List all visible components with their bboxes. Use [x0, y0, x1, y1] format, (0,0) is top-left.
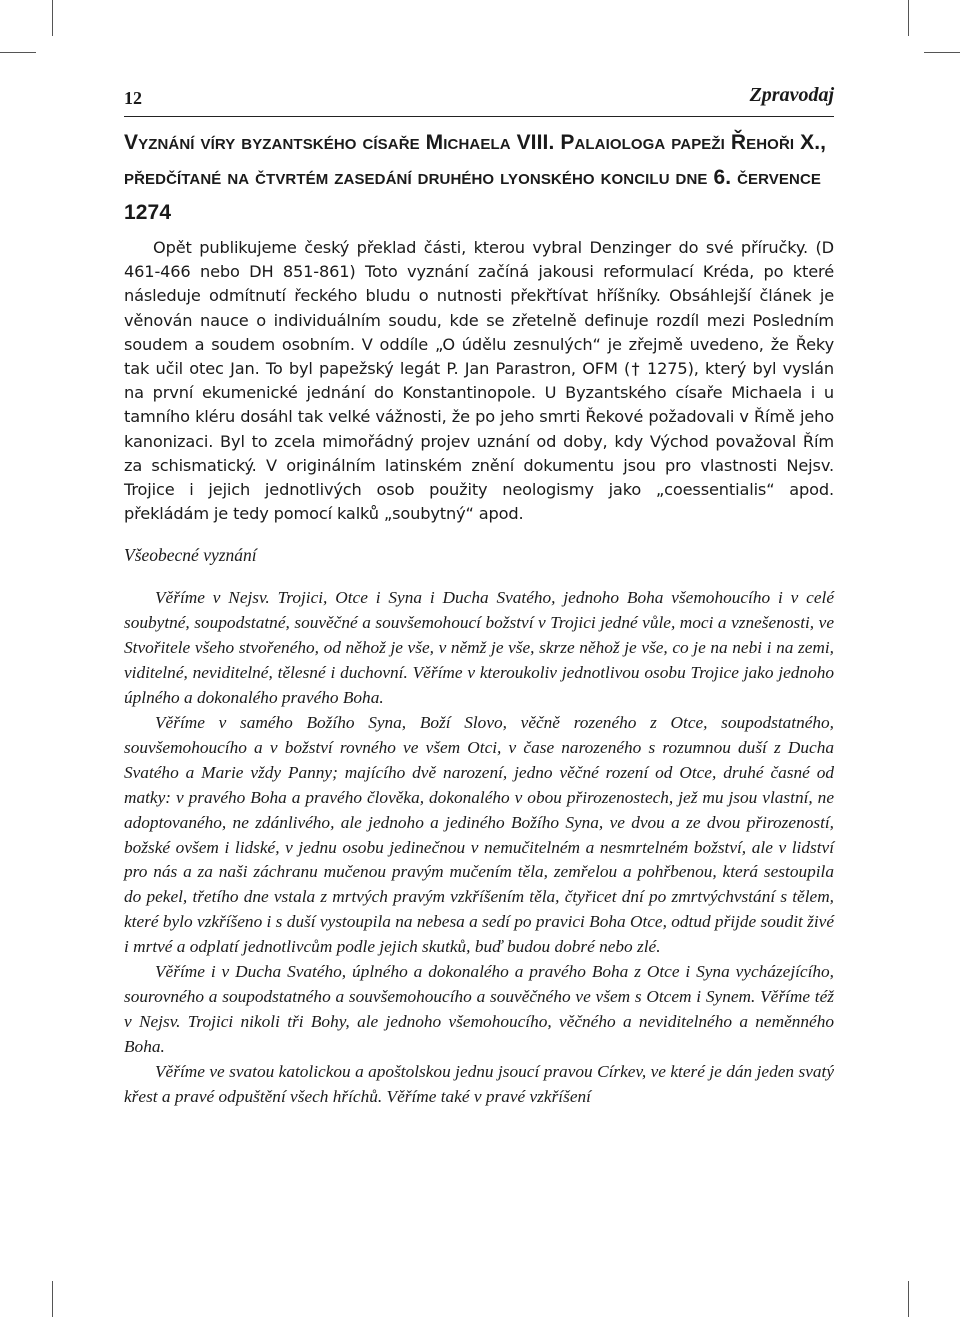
crop-mark-left-upper	[0, 52, 36, 53]
body-paragraph: Věříme v samého Božího Syna, Boží Slovo, věčně rozeného z Otce, soupodstatného, souvšemohoucího a v božství rovného ve všem Otci, v čase narozeného s rozumnou duší z Ducha Svatého a Marie vždy Panny; majícího dvě narození, jedno věčné rození od Otce, druhé časné od matky: v pravého Boha a pravého člověka, dokonalého v obou přirozenostech, jež mu jsou vlastní, ne adoptovaného, ne zdánlivého, ale jednoho a jediného Božího Syna, ve dvou a ze dvou přirozeností, božské ovšem i lidské, v jednu osobu jedinečnou v nemučitelném a nesmrtelném božství, ale v lidství pro nás a za naši záchranu mučenou pravým mučením těla, zemřelou a pohřbenou, která sestoupila do pekel, třetího dne vstala z mrtvých pravým vzkříšením těla, čtyřicet dní po zmrtvýchvstání s tělem, které bylo vzkříšeno i s duší vystoupila na nebesa a sedí po pravici Boha Otce, odtud přijde soudit živé i mrtvé a odplatí jednotlivcům podle jejich skutků, buď budou dobré nebo zlé.	[124, 712, 834, 957]
running-header	[124, 80, 834, 117]
article-title: Vyznání víry byzantského císaře Michaela VIII. Palaiologa papeži Řehoři X., předčítané na čtvrtém zasedání druhého lyonského koncilu dne 6. července 1274	[124, 131, 827, 224]
crop-mark-top-right	[908, 0, 909, 36]
section-heading: Všeobecné vyznání	[124, 545, 257, 566]
body-paragraph: Věříme ve svatou katolickou a apoštolskou jednu jsoucí pravou Církev, ve které je dán jeden svatý křest a pravé odpuštění všech hříchů. Věříme také v pravé vzkříšení	[124, 1061, 834, 1106]
body-paragraph: Věříme i v Ducha Svatého, úplného a dokonalého a pravého Boha z Otce i Syna vycházejícího, sourovného a soupodstatného a souvšemohoucího a souvěčného ve všem s Otcem i Synem. Věříme též v Nejsv. Trojici nikoli tři Bohy, ale jednoho všemohoucího, věčného a neviditelného a neměnného Boha.	[124, 962, 834, 1056]
body-paragraph: Věříme v Nejsv. Trojici, Otce i Syna i Ducha Svatého, jednoho Boha všemohoucího i v celé soubytné, soupodstatné, souvěčné a souvšemohoucí božství v Trojici jedné vůle, moci a vznešenosti, ve Stvořitele všeho stvořeného, od něhož je vše, v němž je vše, skrze něhož je vše, co je na nebi i na zemi, viditelné, neviditelné, tělesné i duchovní. Věříme v kteroukoliv jednotlivou osobu Trojice jako jednoho úplného a dokonalého pravého Boha.	[124, 588, 834, 708]
crop-mark-bottom-left	[52, 1281, 53, 1317]
document-page	[124, 80, 834, 1109]
crop-mark-top-left	[52, 0, 53, 36]
crop-mark-right-upper	[924, 52, 960, 53]
intro-paragraph: Opět publikujeme český překlad části, kterou vybral Denzinger do své příručky. (D 461-466 nebo DH 851-861) Toto vyznání začíná jakousi reformulací Kréda, po které následuje odmítnutí řeckého bludu o nutnosti překřtívat hříšníky. Obsáhlejší článek je věnován nauce o individuálním soudu, kde se zřetelně definuje rozdíl mezi Posledním soudem a soudem osobním. V oddíle „O údělu zesnulých“ je zřejmě uvedeno, že Řeky tak učil otec Jan. To byl papežský legát P. Jan Parastron, OFM († 1275), který byl vyslán na první ekumenické jednání do Konstantinopole. U Byzantského císaře Michaela i u tamního kléru dosáhl tak velké vážnosti, že po jeho smrti Řekové požadovali v Římě jeho kanonizaci. Byl to zcela mimořádný projev uznání od doby, kdy Východ považoval Řím za schismatický. V originálním latinském znění dokumentu jsou pro vlastnosti Nejsv. Trojice i jejich jednotlivých osob použity neologismy jako „coessentialis“ apod. překládám je tedy pomocí kalků „soubytný“ apod.	[124, 238, 834, 524]
crop-mark-bottom-right	[908, 1281, 909, 1317]
page-number: 12	[124, 88, 142, 108]
publication-name: Zpravodaj	[749, 84, 834, 106]
article-body	[124, 586, 834, 1109]
